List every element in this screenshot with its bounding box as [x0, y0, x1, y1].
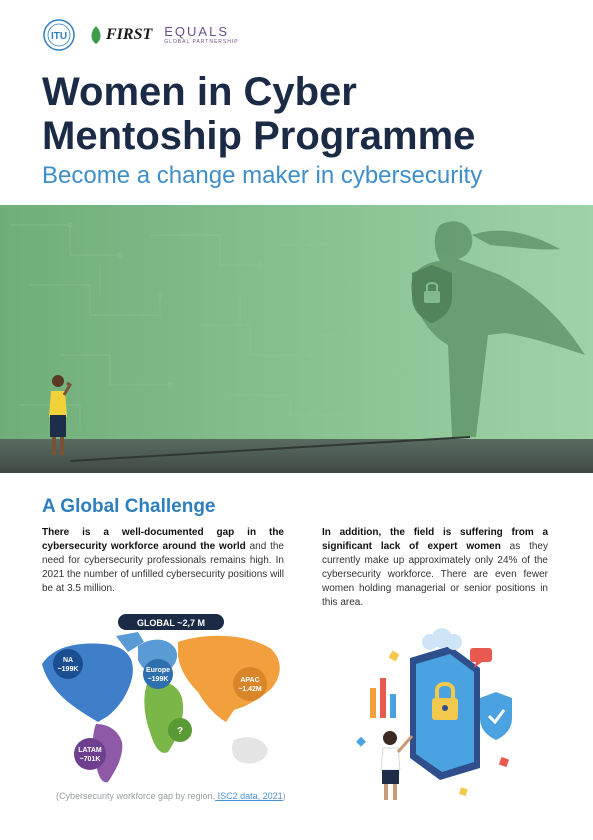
cloud-icon [422, 628, 462, 650]
region-na-name: NA [62, 657, 74, 664]
section-title: A Global Challenge [42, 496, 216, 517]
region-latam-value: ~701K [79, 756, 101, 763]
region-apac-value: ~1.42M [238, 686, 262, 693]
equals-logo [164, 25, 238, 45]
region-europe-name: Europe [145, 667, 171, 674]
region-badge-europe [143, 659, 173, 689]
region-africa-name: ? [176, 726, 184, 737]
map-caption [56, 791, 286, 801]
first-logo [88, 24, 152, 46]
woman-worker-figure [381, 731, 412, 800]
challenge-paragraph-2-text: as they currently make up approximately only 24% of the cybersecurity workforce. There are even fewer women holding managerial or senior positions in this area. [322, 541, 548, 608]
isc2-data-link[interactable]: ISC2 data, 2021 [215, 791, 283, 801]
page-title-line1: Women in Cyber [42, 70, 357, 114]
continent-africa [144, 681, 183, 753]
continent-north-america [42, 644, 133, 722]
challenge-paragraph-1 [42, 526, 284, 596]
challenge-paragraph-1-bold: There is a well-documented gap in the cybersecurity workforce around the world [42, 527, 284, 552]
hero-illustration [0, 205, 593, 473]
region-badge-latam [74, 738, 106, 770]
shield-check-icon [480, 692, 512, 740]
page-title [42, 70, 562, 158]
first-logo-text: FIRST [106, 26, 153, 43]
region-europe-value: ~199K [147, 676, 169, 683]
page-title-line2: Mentoship Programme [42, 114, 476, 158]
page-subtitle: Become a change maker in cybersecurity [42, 162, 483, 189]
logo-bar [42, 18, 239, 52]
region-apac-name: APAC [240, 677, 260, 684]
challenge-paragraph-2-bold: In addition, the field is suffering from a significant lack of expert women [322, 527, 548, 552]
map-caption-suffix: ) [282, 791, 286, 801]
challenge-paragraph-2 [322, 526, 548, 610]
global-badge-label: GLOBAL ~2,7 M [136, 618, 206, 628]
cyber-security-illustration [350, 628, 520, 806]
map-caption-prefix: (Cybersecurity workforce gap by region, [56, 791, 216, 801]
equals-logo-sub: GLOBAL PARTNERSHIP [164, 39, 239, 45]
workforce-gap-map [38, 612, 288, 790]
hero-floor [0, 439, 593, 473]
region-badge-na [53, 649, 83, 679]
global-badge [118, 614, 224, 630]
region-badge-africa [168, 718, 192, 742]
continent-australia [232, 737, 268, 763]
itu-logo [42, 18, 76, 52]
region-latam-name: LATAM [78, 747, 102, 754]
region-badge-apac [233, 667, 267, 701]
equals-logo-main: EQUALS [164, 24, 229, 39]
first-leaf-icon [88, 24, 104, 46]
bar-chart-icon [370, 678, 396, 718]
itu-logo-text: ITU [50, 31, 68, 42]
region-na-value: ~199K [57, 666, 79, 673]
challenge-paragraph-1-text: and the need for cybersecurity professionals remains high. In 2021 the number of unfilled cybersecurity positions will be at 3.5 million. [42, 541, 284, 594]
